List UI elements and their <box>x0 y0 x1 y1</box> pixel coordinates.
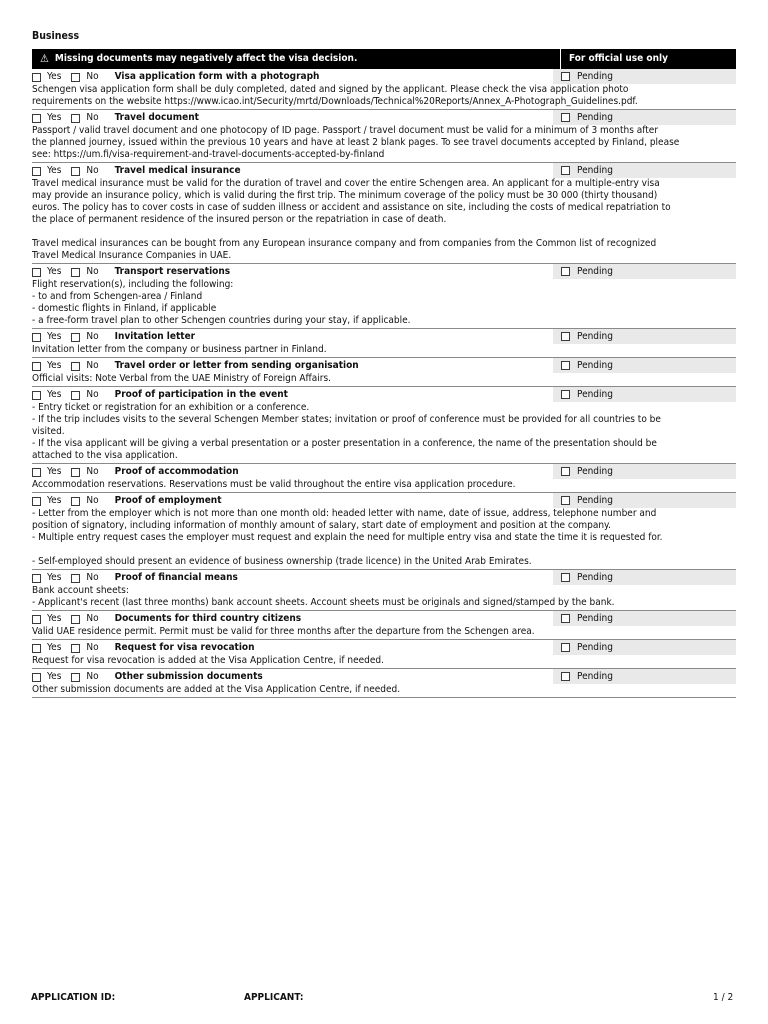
item-description-lines <box>32 279 732 327</box>
official-use-cell <box>553 387 736 402</box>
yes-no-choices <box>32 69 553 84</box>
yes-no-choices <box>32 110 553 125</box>
yes-no-choices <box>32 611 553 626</box>
checklist-row-header <box>32 464 736 479</box>
pending-checkbox[interactable] <box>561 113 570 122</box>
applicant-label: APPLICANT: <box>244 992 304 1003</box>
checklist-row-header <box>32 387 736 402</box>
item-description-lines <box>32 655 732 667</box>
description-line <box>32 544 732 556</box>
description-line: Request for visa revocation is added at the Visa Application Centre, if needed. <box>32 655 384 666</box>
checklist-row <box>32 493 736 570</box>
yes-label: Yes <box>47 266 62 277</box>
yes-label: Yes <box>47 165 62 176</box>
yes-no-choices <box>32 358 553 373</box>
pending-label: Pending <box>577 359 613 371</box>
yes-label: Yes <box>47 613 62 624</box>
item-title: Travel order or letter from sending organisation <box>114 360 359 371</box>
pending-checkbox[interactable] <box>561 267 570 276</box>
no-label: No <box>86 71 99 82</box>
checklist-row <box>32 329 736 358</box>
yes-no-choices <box>32 493 553 508</box>
item-description-lines <box>32 125 732 161</box>
description-line: euros. The policy has to cover costs in case of sudden illness or accident and assistance on site, including the costs of medical repatriation to <box>32 202 671 213</box>
checklist-row <box>32 464 736 493</box>
no-checkbox[interactable] <box>71 497 80 506</box>
no-checkbox[interactable] <box>71 468 80 477</box>
item-title: Transport reservations <box>114 266 231 277</box>
description-line: Flight reservation(s), including the following: <box>32 279 234 290</box>
description-line: - Applicant's recent (last three months) bank account sheets. Account sheets must be originals and signed/stamped by the bank. <box>32 597 615 608</box>
checklist-row-header <box>32 264 736 279</box>
item-title: Documents for third country citizens <box>114 613 302 624</box>
yes-no-choices <box>32 640 553 655</box>
description-line: position of signatory, including information of monthly amount of salary, start date of employment and position at the company. <box>32 520 611 531</box>
pending-checkbox[interactable] <box>561 573 570 582</box>
item-description-lines <box>32 178 732 262</box>
description-line: Passport / valid travel document and one photocopy of ID page. Passport / travel document must be valid for a minimum of 3 months after <box>32 125 659 136</box>
no-label: No <box>86 360 99 371</box>
yes-checkbox[interactable] <box>32 673 41 682</box>
item-title: Proof of accommodation <box>114 466 239 477</box>
description-line <box>32 226 732 238</box>
yes-checkbox[interactable] <box>32 268 41 277</box>
yes-no-choices <box>32 669 553 684</box>
application-id-label: APPLICATION ID: <box>31 992 116 1003</box>
item-description <box>32 626 736 638</box>
item-description <box>32 585 736 609</box>
official-use-cell <box>553 69 736 84</box>
yes-checkbox[interactable] <box>32 333 41 342</box>
pending-label: Pending <box>577 164 613 176</box>
item-description-lines <box>32 344 732 356</box>
pending-checkbox[interactable] <box>561 361 570 370</box>
pending-checkbox[interactable] <box>561 643 570 652</box>
description-line: Valid UAE residence permit. Permit must be valid for three months after the departure from the Schengen area. <box>32 626 535 637</box>
item-title: Proof of participation in the event <box>114 389 288 400</box>
description-line: Other submission documents are added at the Visa Application Centre, if needed. <box>32 684 401 695</box>
pending-label: Pending <box>577 494 613 506</box>
page-title: Business <box>32 30 80 42</box>
pending-checkbox[interactable] <box>561 166 570 175</box>
yes-no-choices <box>32 570 553 585</box>
yes-label: Yes <box>47 331 62 342</box>
no-label: No <box>86 495 99 506</box>
item-description-lines <box>32 373 732 385</box>
official-use-cell <box>553 669 736 684</box>
item-title: Request for visa revocation <box>114 642 255 653</box>
no-label: No <box>86 671 99 682</box>
item-description-lines <box>32 84 732 108</box>
official-use-cell <box>553 640 736 655</box>
checklist-row <box>32 611 736 640</box>
item-description-lines <box>32 508 732 568</box>
yes-checkbox[interactable] <box>32 114 41 123</box>
item-title: Invitation letter <box>114 331 196 342</box>
description-line: Invitation letter from the company or business partner in Finland. <box>32 344 327 355</box>
yes-label: Yes <box>47 642 62 653</box>
no-checkbox[interactable] <box>71 615 80 624</box>
yes-checkbox[interactable] <box>32 391 41 400</box>
description-line: - domestic flights in Finland, if applicable <box>32 303 217 314</box>
description-line: requirements on the website https://www.icao.int/Security/mrtd/Downloads/Technical%20Reports/Annex_A-Photograph_Guidelines.pdf. <box>32 96 638 107</box>
yes-checkbox[interactable] <box>32 468 41 477</box>
checklist-row-header <box>32 110 736 125</box>
checklist-rows <box>32 69 736 698</box>
checklist-row-header <box>32 640 736 655</box>
yes-checkbox[interactable] <box>32 73 41 82</box>
warning-icon: ⚠ <box>40 52 49 65</box>
no-label: No <box>86 572 99 583</box>
description-line: may provide an insurance policy, which is valid during the first trip. The minimum coverage of the policy must be 30 000 (thirty thousand) <box>32 190 658 201</box>
item-description-lines <box>32 479 732 491</box>
official-use-cell <box>553 611 736 626</box>
checklist-row-header <box>32 611 736 626</box>
description-line: - If the visa applicant will be giving a verbal presentation or a poster presentation in a conference, the name of the presentation should be <box>32 438 657 449</box>
checklist-row <box>32 669 736 698</box>
checklist-row <box>32 570 736 611</box>
checklist-row-header <box>32 493 736 508</box>
item-title: Travel medical insurance <box>114 165 241 176</box>
item-description <box>32 684 736 696</box>
item-description-lines <box>32 402 732 462</box>
description-line: - Entry ticket or registration for an exhibition or a conference. <box>32 402 310 413</box>
checklist-row-header <box>32 669 736 684</box>
pending-checkbox[interactable] <box>561 390 570 399</box>
yes-checkbox[interactable] <box>32 362 41 371</box>
item-description <box>32 402 736 462</box>
pending-checkbox[interactable] <box>561 332 570 341</box>
description-line: - Letter from the employer which is not more than one month old: headed letter with name, date of issue, address, telephone number and <box>32 508 657 519</box>
yes-checkbox[interactable] <box>32 574 41 583</box>
yes-label: Yes <box>47 671 62 682</box>
official-use-cell <box>553 493 736 508</box>
yes-label: Yes <box>47 389 62 400</box>
no-checkbox[interactable] <box>71 333 80 342</box>
no-checkbox[interactable] <box>71 574 80 583</box>
no-checkbox[interactable] <box>71 268 80 277</box>
pending-checkbox[interactable] <box>561 467 570 476</box>
checklist-row <box>32 110 736 163</box>
page-number: 1 / 2 <box>713 992 734 1003</box>
yes-checkbox[interactable] <box>32 615 41 624</box>
description-line: the planned journey, issued within the previous 10 years and have at least 2 blank pages. To see travel documents accepted by Finland, please <box>32 137 680 148</box>
yes-label: Yes <box>47 360 62 371</box>
description-line: Official visits: Note Verbal from the UAE Ministry of Foreign Affairs. <box>32 373 332 384</box>
no-checkbox[interactable] <box>71 673 80 682</box>
no-checkbox[interactable] <box>71 362 80 371</box>
pending-checkbox[interactable] <box>561 614 570 623</box>
pending-checkbox[interactable] <box>561 72 570 81</box>
pending-label: Pending <box>577 265 613 277</box>
description-line: Bank account sheets: <box>32 585 129 596</box>
checklist-row <box>32 358 736 387</box>
item-title: Travel document <box>114 112 199 123</box>
item-description <box>32 125 736 161</box>
pending-label: Pending <box>577 612 613 624</box>
official-use-cell <box>553 264 736 279</box>
yes-label: Yes <box>47 112 62 123</box>
yes-label: Yes <box>47 572 62 583</box>
checklist-row <box>32 163 736 264</box>
pending-label: Pending <box>577 70 613 82</box>
yes-no-choices <box>32 163 553 178</box>
official-use-header: For official use only <box>569 53 668 64</box>
item-title: Proof of employment <box>114 495 222 506</box>
no-checkbox[interactable] <box>71 167 80 176</box>
official-use-cell <box>553 358 736 373</box>
pending-label: Pending <box>577 111 613 123</box>
no-checkbox[interactable] <box>71 114 80 123</box>
no-checkbox[interactable] <box>71 73 80 82</box>
description-line: Travel Medical Insurance Companies in UAE. <box>32 250 232 261</box>
item-description <box>32 655 736 667</box>
checklist-row-header <box>32 163 736 178</box>
description-line: Schengen visa application form shall be duly completed, dated and signed by the applicant. Please check the visa application photo <box>32 84 629 95</box>
checklist-row-header <box>32 358 736 373</box>
description-line: - Multiple entry request cases the employer must request and explain the need for multiple entry visa and state the time it is requested for. <box>32 532 663 543</box>
description-line: visited. <box>32 426 65 437</box>
description-line: Accommodation reservations. Reservations must be valid throughout the entire visa application procedure. <box>32 479 516 490</box>
official-use-cell <box>553 329 736 344</box>
pending-checkbox[interactable] <box>561 496 570 505</box>
pending-label: Pending <box>577 465 613 477</box>
pending-label: Pending <box>577 330 613 342</box>
pending-checkbox[interactable] <box>561 672 570 681</box>
item-title: Other submission documents <box>114 671 263 682</box>
description-line: Travel medical insurances can be bought from any European insurance company and from companies from the Common list of recognized <box>32 238 657 249</box>
yes-label: Yes <box>47 71 62 82</box>
item-description <box>32 344 736 356</box>
no-checkbox[interactable] <box>71 644 80 653</box>
yes-checkbox[interactable] <box>32 167 41 176</box>
item-title: Proof of financial means <box>114 572 238 583</box>
pending-label: Pending <box>577 388 613 400</box>
yes-label: Yes <box>47 466 62 477</box>
no-label: No <box>86 613 99 624</box>
yes-no-choices <box>32 329 553 344</box>
description-line: the place of permanent residence of the insured person or the repatriation in case of death. <box>32 214 447 225</box>
item-description-lines <box>32 684 732 696</box>
pending-label: Pending <box>577 571 613 583</box>
no-label: No <box>86 165 99 176</box>
checklist-row <box>32 387 736 464</box>
item-description <box>32 279 736 327</box>
description-line: - to and from Schengen-area / Finland <box>32 291 203 302</box>
no-label: No <box>86 642 99 653</box>
yes-label: Yes <box>47 495 62 506</box>
description-line: - If the trip includes visits to the several Schengen Member states; invitation or proof of conference must be provided for all countries to be <box>32 414 661 425</box>
checklist-row <box>32 640 736 669</box>
pending-label: Pending <box>577 670 613 682</box>
warning-text: Missing documents may negatively affect the visa decision. <box>54 53 358 64</box>
no-label: No <box>86 389 99 400</box>
official-use-cell <box>553 464 736 479</box>
item-description <box>32 479 736 491</box>
item-description-lines <box>32 585 732 609</box>
yes-checkbox[interactable] <box>32 497 41 506</box>
description-line: - a free-form travel plan to other Schengen countries during your stay, if applicable. <box>32 315 411 326</box>
checklist-row-header <box>32 69 736 84</box>
no-label: No <box>86 466 99 477</box>
item-description-lines <box>32 626 732 638</box>
yes-no-choices <box>32 264 553 279</box>
description-line: - Self-employed should present an evidence of business ownership (trade licence) in the United Arab Emirates. <box>32 556 532 567</box>
yes-no-choices <box>32 464 553 479</box>
checklist-header <box>32 49 736 69</box>
no-label: No <box>86 112 99 123</box>
no-label: No <box>86 266 99 277</box>
description-line: Travel medical insurance must be valid for the duration of travel and cover the entire Schengen area. An applicant for a multiple-entry visa <box>32 178 660 189</box>
yes-checkbox[interactable] <box>32 644 41 653</box>
pending-label: Pending <box>577 641 613 653</box>
checklist-row-header <box>32 329 736 344</box>
document-checklist <box>32 49 736 698</box>
official-use-cell <box>553 110 736 125</box>
item-description <box>32 84 736 108</box>
item-description <box>32 508 736 568</box>
item-description <box>32 373 736 385</box>
description-line: see: https://um.fi/visa-requirement-and-travel-documents-accepted-by-finland <box>32 149 385 160</box>
warning-banner <box>32 49 561 69</box>
checklist-row <box>32 264 736 329</box>
yes-no-choices <box>32 387 553 402</box>
no-label: No <box>86 331 99 342</box>
checklist-row <box>32 69 736 110</box>
item-description <box>32 178 736 262</box>
no-checkbox[interactable] <box>71 391 80 400</box>
item-title: Visa application form with a photograph <box>114 71 320 82</box>
official-use-cell <box>553 163 736 178</box>
description-line: attached to the visa application. <box>32 450 178 461</box>
official-use-cell <box>553 570 736 585</box>
checklist-row-header <box>32 570 736 585</box>
